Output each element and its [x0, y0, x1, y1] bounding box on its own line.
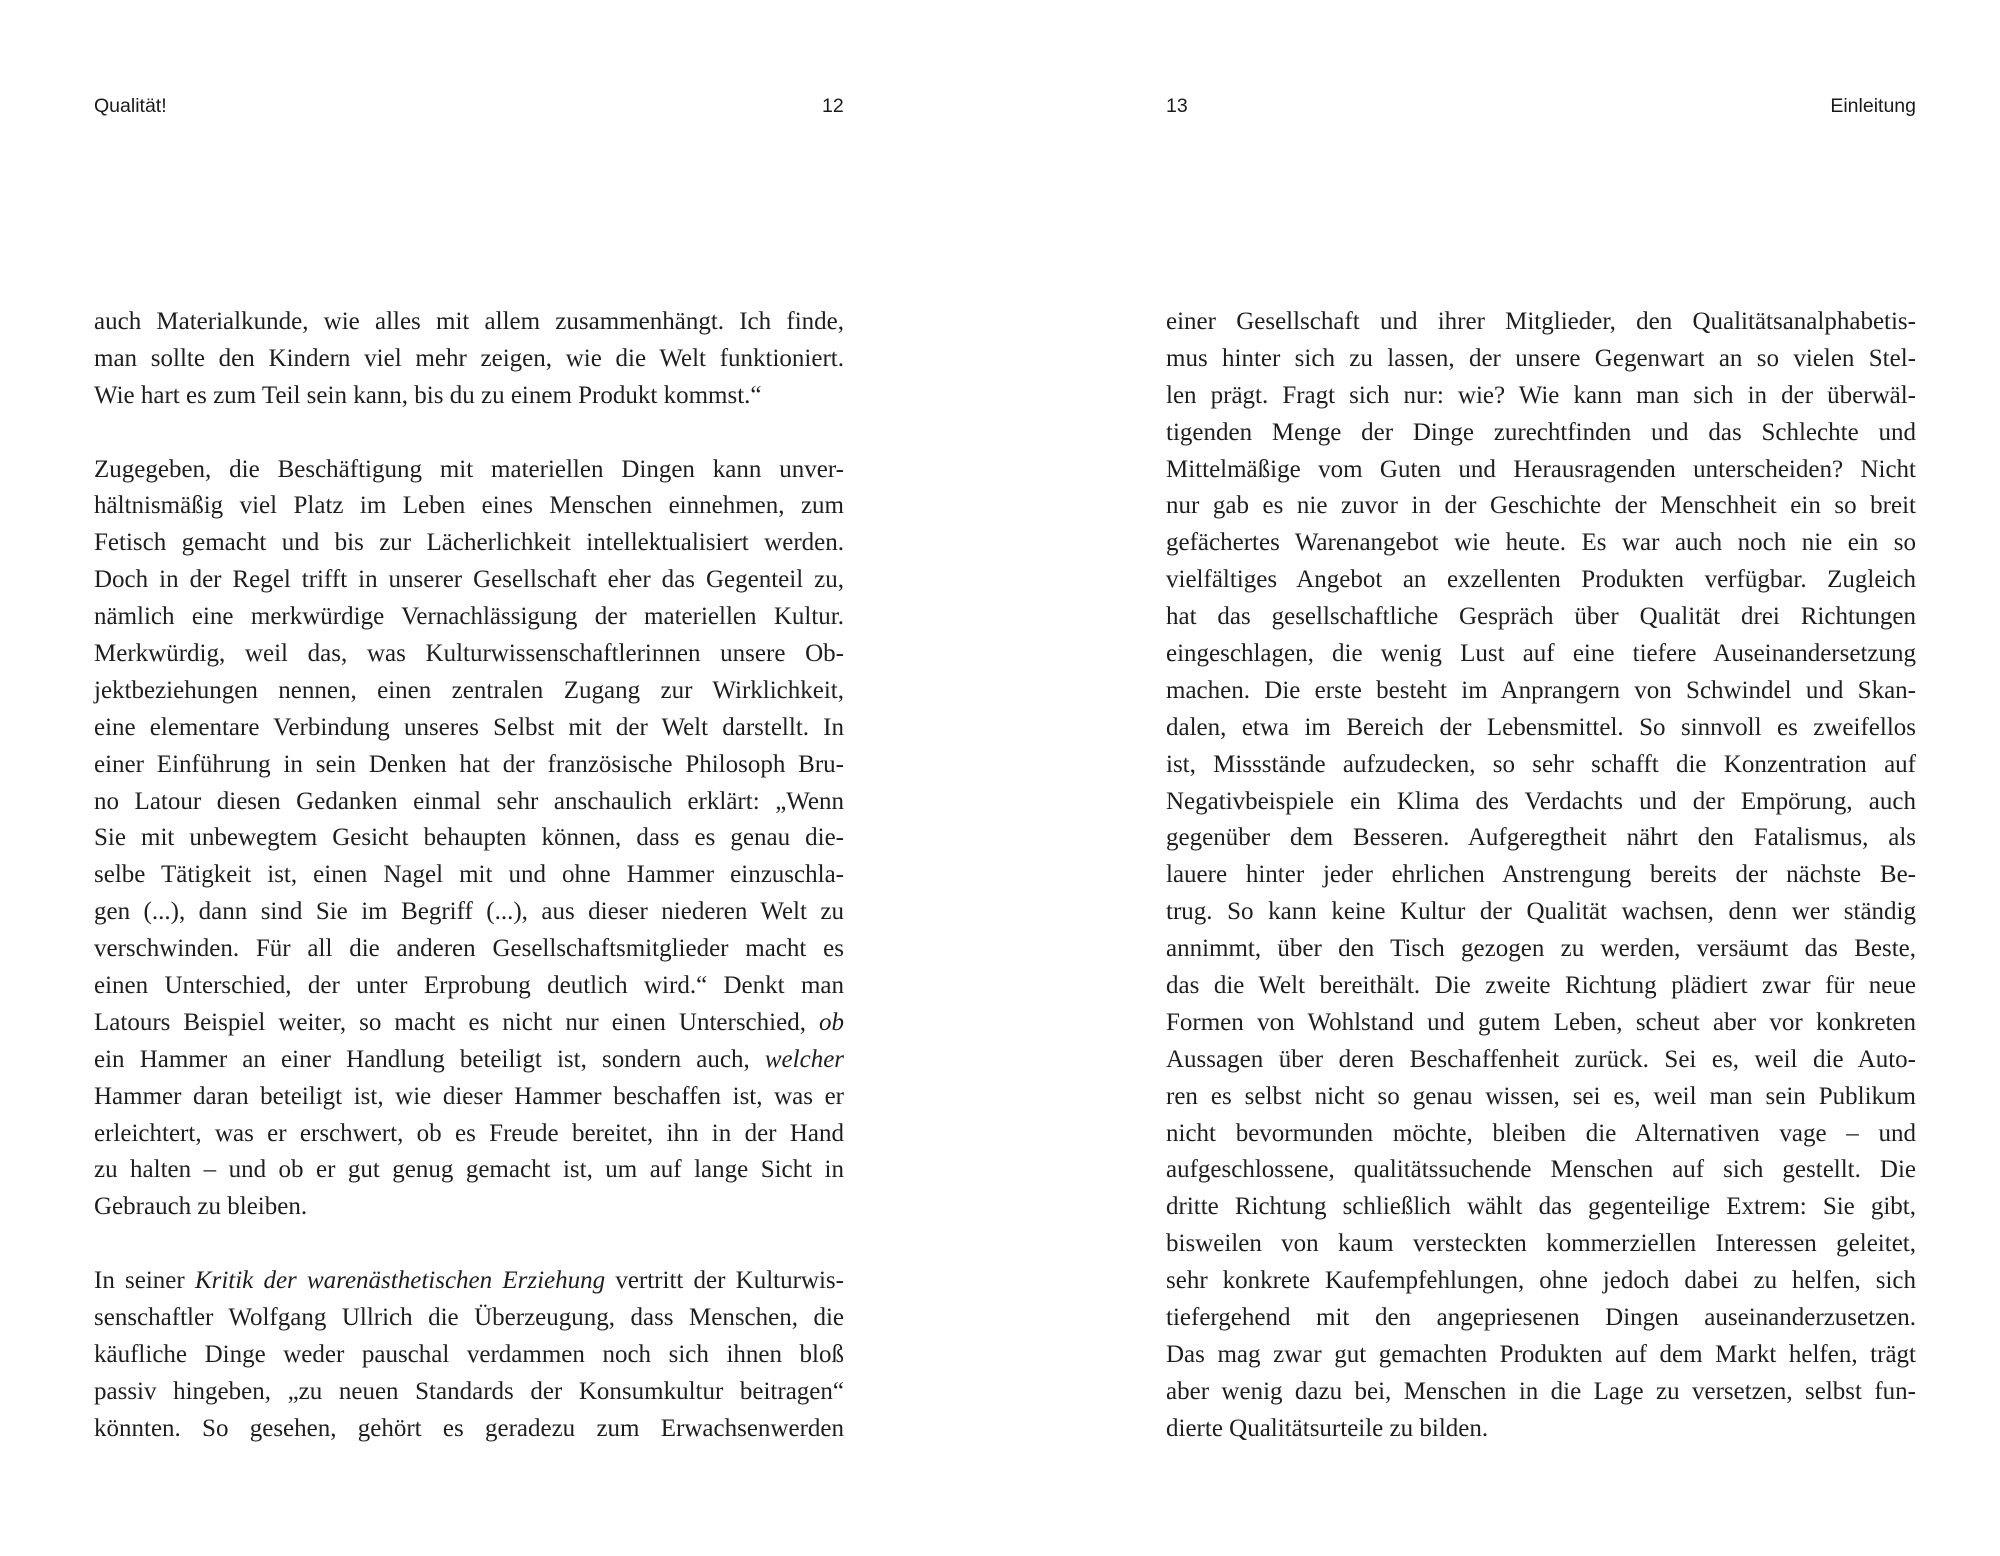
text-line: Merkwürdig, weil das, was Kulturwissenschaftlerinnen unsere Ob- — [94, 640, 844, 668]
text-line: sehr konkrete Kaufempfehlungen, ohne jedoch dabei zu helfen, sich — [1166, 1267, 1916, 1295]
text-line: mus hinter sich zu lassen, der unsere Gegenwart an so vielen Stel- — [1166, 344, 1916, 372]
text-line: man sollte den Kindern viel mehr zeigen, wie die Welt funktioniert. — [94, 344, 844, 372]
text-line: hat das gesellschaftliche Gespräch über Qualität drei Richtungen — [1166, 603, 1916, 631]
text-line — [94, 1042, 844, 1079]
text-line: dalen, etwa im Bereich der Lebensmittel. So sinnvoll es zweifellos — [1166, 713, 1916, 741]
left-page-number: 12 — [822, 95, 844, 117]
text-line: annimmt, über den Tisch gezogen zu werden, versäumt das Beste, — [1166, 935, 1916, 963]
text-line: hältnismäßig viel Platz im Leben eines Menschen einnehmen, zum — [94, 492, 844, 520]
text-line: gefächertes Warenangebot wie heute. Es war auch noch nie ein so — [1166, 529, 1916, 557]
paragraph-gap — [94, 1226, 844, 1263]
text-line: bisweilen von kaum versteckten kommerziellen Interessen geleitet, — [1166, 1230, 1916, 1258]
paragraph-2 — [94, 452, 844, 1227]
text-line: len prägt. Fragt sich nur: wie? Wie kann man sich in der überwäl- — [1166, 381, 1916, 409]
text-segment: Latours Beispiel weiter, so macht es nicht nur einen Unterschied, — [94, 1008, 806, 1036]
text-line: das die Welt bereithält. Die zweite Richtung plädiert zwar für neue — [1166, 972, 1916, 1000]
text-line: nicht bevormunden möchte, bleiben die Alternativen vage – und — [1166, 1119, 1916, 1147]
text-line: Aussagen über deren Beschaffenheit zurück. Sei es, weil die Auto- — [1166, 1045, 1916, 1073]
text-line: machen. Die erste besteht im Anprangern von Schwindel und Skan- — [1166, 676, 1916, 704]
text-line: Das mag zwar gut gemachten Produkten auf dem Markt helfen, trägt — [1166, 1340, 1916, 1368]
text-segment: vertritt der Kulturwis- — [615, 1267, 844, 1295]
text-line: eine elementare Verbindung unseres Selbst mit der Welt darstellt. In — [94, 713, 844, 741]
text-line: ist, Missstände aufzudecken, so sehr schafft die Konzentration auf — [1166, 750, 1916, 778]
text-line: einer Gesellschaft und ihrer Mitglieder, den Qualitätsanalphabetis- — [1166, 308, 1916, 335]
text-line: jektbeziehungen nennen, einen zentralen Zugang zur Wirklichkeit, — [94, 676, 844, 704]
paragraph-continued — [1166, 304, 1916, 1448]
text-line: Gebrauch zu bleiben. — [94, 1193, 308, 1221]
text-line: Negativbeispiele ein Klima des Verdachts und der Empörung, auch — [1166, 787, 1916, 815]
paragraph-gap — [94, 415, 844, 452]
text-segment: ein Hammer an einer Handlung beteiligt ist, sondern auch, — [94, 1045, 750, 1073]
book-title-italic: Kritik der warenästhetischen Erziehung — [194, 1267, 606, 1295]
text-line: Fetisch gemacht und bis zur Lächerlichkeit intellektualisiert werden. — [94, 529, 844, 557]
right-page-number: 13 — [1166, 95, 1188, 117]
text-line: gegenüber dem Besseren. Aufgeregtheit nährt den Fatalismus, als — [1166, 824, 1916, 852]
paragraph-1 — [94, 304, 844, 415]
text-line: Formen von Wohlstand und gutem Leben, scheut aber vor konkreten — [1166, 1008, 1916, 1036]
italic-emphasis: welcher — [764, 1045, 845, 1073]
text-line: ren es selbst nicht so genau wissen, sei es, weil man sein Publikum — [1166, 1082, 1916, 1110]
text-line: Hammer daran beteiligt ist, wie dieser Hammer beschaffen ist, was er — [94, 1082, 844, 1110]
text-line: Mittelmäßige vom Guten und Herausragenden unterscheiden? Nicht — [1166, 455, 1916, 483]
text-line: aufgeschlossene, qualitätssuchende Menschen auf sich gestellt. Die — [1166, 1156, 1916, 1184]
text-line: no Latour diesen Gedanken einmal sehr anschaulich erklärt: „Wenn — [94, 787, 844, 815]
text-line: senschaftler Wolfgang Ullrich die Überzeugung, dass Menschen, die — [94, 1304, 844, 1332]
text-line: einen Unterschied, der unter Erprobung deutlich wird.“ Denkt man — [94, 972, 844, 1000]
text-line: eingeschlagen, die wenig Lust auf eine tiefere Auseinandersetzung — [1166, 640, 1916, 668]
text-line: gen (...), dann sind Sie im Begriff (...), aus dieser niederen Welt zu — [94, 898, 844, 926]
text-line: auch Materialkunde, wie alles mit allem zusammenhängt. Ich finde, — [94, 308, 844, 335]
text-line: zu halten – und ob er gut genug gemacht ist, um auf lange Sicht in — [94, 1156, 844, 1184]
text-line: Sie mit unbewegtem Gesicht behaupten können, dass es genau die- — [94, 824, 844, 852]
paragraph-3 — [94, 1263, 844, 1447]
text-line — [94, 1005, 844, 1042]
text-line: selbe Tätigkeit ist, einen Nagel mit und ohne Hammer einzuschla- — [94, 861, 844, 889]
text-line: aber wenig dazu bei, Menschen in die Lage zu versetzen, selbst fun- — [1166, 1377, 1916, 1405]
text-line: Zugegeben, die Beschäftigung mit materiellen Dingen kann unver- — [94, 455, 844, 483]
text-line: könnten. So gesehen, gehört es geradezu zum Erwachsenwerden — [94, 1414, 844, 1442]
left-running-title: Qualität! — [94, 95, 167, 117]
text-line: einer Einführung in sein Denken hat der französische Philosoph Bru- — [94, 750, 844, 778]
text-line: tiefergehend mit den angepriesenen Dingen auseinanderzusetzen. — [1166, 1304, 1916, 1332]
text-line: vielfältiges Angebot an exzellenten Produkten verfügbar. Zugleich — [1166, 566, 1916, 594]
text-line: tigenden Menge der Dinge zurechtfinden und das Schlechte und — [1166, 418, 1916, 446]
text-line: passiv hingeben, „zu neuen Standards der Konsumkultur beitragen“ — [94, 1377, 844, 1405]
text-line — [94, 1263, 844, 1300]
right-running-title: Einleitung — [1830, 95, 1916, 117]
text-line: Doch in der Regel trifft in unserer Gesellschaft eher das Gegenteil zu, — [94, 566, 844, 594]
text-line: käufliche Dinge weder pauschal verdammen noch sich ihnen bloß — [94, 1340, 844, 1368]
text-line: Wie hart es zum Teil sein kann, bis du zu einem Produkt kommst.“ — [94, 381, 762, 409]
text-line: nur gab es nie zuvor in der Geschichte der Menschheit ein so breit — [1166, 492, 1916, 520]
text-line: lauere hinter jeder ehrlichen Anstrengung bereits der nächste Be- — [1166, 861, 1916, 889]
text-line: trug. So kann keine Kultur der Qualität wachsen, denn wer ständig — [1166, 898, 1916, 926]
left-page-body — [94, 304, 844, 1448]
text-line: dierte Qualitätsurteile zu bilden. — [1166, 1414, 1489, 1442]
text-line: verschwinden. Für all die anderen Gesellschaftsmitglieder macht es — [94, 935, 844, 963]
italic-emphasis: ob — [819, 1008, 844, 1036]
text-line: dritte Richtung schließlich wählt das gegenteilige Extrem: Sie gibt, — [1166, 1193, 1916, 1221]
right-page-body — [1166, 304, 1916, 1448]
text-line: erleichtert, was er erschwert, ob es Freude bereitet, ihn in der Hand — [94, 1119, 844, 1147]
text-segment: In seiner — [94, 1267, 185, 1295]
text-line: nämlich eine merkwürdige Vernachlässigung der materiellen Kultur. — [94, 603, 844, 631]
